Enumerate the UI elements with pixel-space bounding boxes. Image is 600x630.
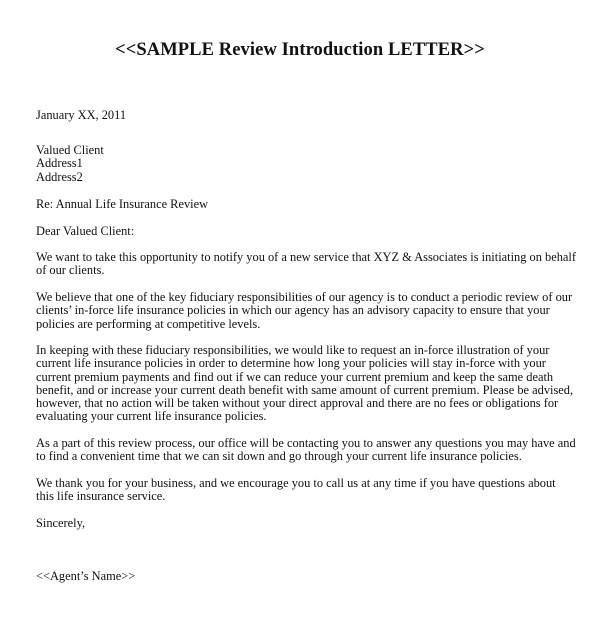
- salutation: Dear Valued Client:: [36, 224, 135, 239]
- address-line-1: Address1: [36, 156, 83, 171]
- signature-placeholder: <<Agent’s Name>>: [36, 568, 136, 583]
- address-line-name: Valued Client: [36, 143, 104, 158]
- recipient-address: [36, 144, 576, 184]
- closing: Sincerely,: [36, 515, 86, 530]
- address-line-2: Address2: [36, 169, 83, 184]
- letter-body: [36, 109, 576, 583]
- letter-title: <<SAMPLE Review Introduction LETTER>>: [115, 40, 485, 60]
- paragraph-intro: We want to take this opportunity to notify you of a new service that XYZ & Associates is initiating on behalf of our clients.: [36, 250, 576, 278]
- paragraph-request: In keeping with these fiduciary responsibilities, we would like to request an in-force illustration of your current life insurance policies in order to determine how long your policies will stay in-force with your current premium payments and find out if we can reduce your current premium and keep the same death benefit, and or increase your current death benefit with same amount of current premium. Please be advised, however, that no action will be taken without your direct approval and there are no fees or obligations for evaluating your current life insurance policies.: [36, 343, 574, 424]
- subject-line: Re: Annual Life Insurance Review: [36, 196, 209, 211]
- paragraph-review-process: As a part of this review process, our office will be contacting you to answer any questions you may have and to find a convenient time that we can sit down and go through your current life insurance policies.: [36, 435, 576, 464]
- paragraph-thanks: We thank you for your business, and we encourage you to call us at any time if you have questions about this life insurance service.: [36, 475, 556, 504]
- paragraph-responsibility: We believe that one of the key fiduciary responsibilities of our agency is to conduct a periodic review of our clients’ in-force life insurance policies in which our agency has an advisory capacity to ensure that your policies are performing at competitive levels.: [36, 290, 573, 331]
- letter-date: January XX, 2011: [36, 108, 127, 122]
